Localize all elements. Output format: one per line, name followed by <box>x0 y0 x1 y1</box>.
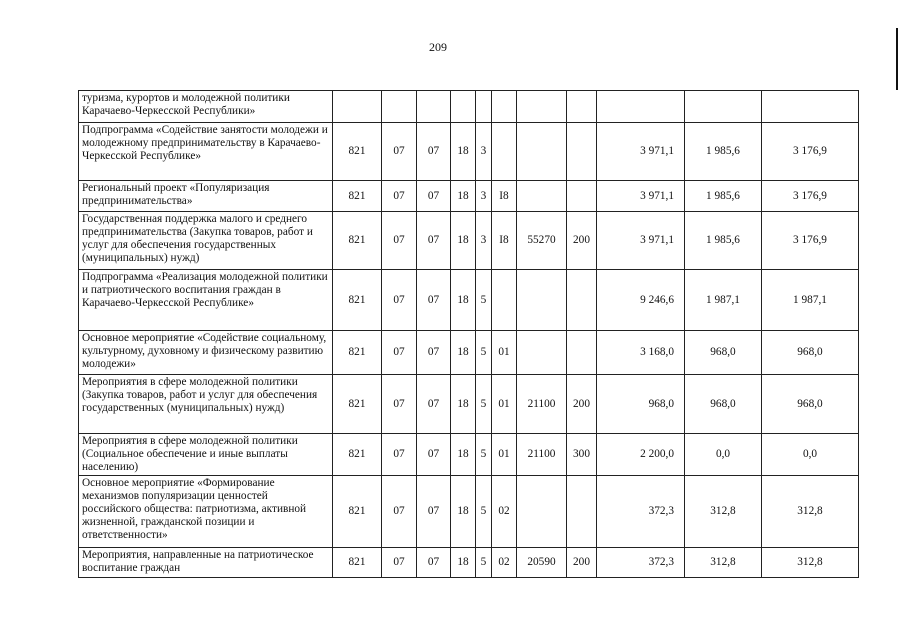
cell-rz: 07 <box>382 123 417 181</box>
cell-vr <box>567 476 597 548</box>
cell-p2 <box>476 91 492 123</box>
cell-p3 <box>492 123 517 181</box>
cell-s3 <box>762 91 859 123</box>
cell-s2: 1 985,6 <box>685 123 762 181</box>
table-row <box>79 375 859 434</box>
cell-name: Подпрограмма «Реализация молодежной политики и патриотического воспитания граждан в Карачаево-Черкесской Республике» <box>79 270 333 331</box>
cell-ved: 821 <box>333 123 382 181</box>
cell-s1: 9 246,6 <box>597 270 685 331</box>
cell-s1: 372,3 <box>597 548 685 578</box>
cell-p3: 02 <box>492 476 517 548</box>
cell-ved: 821 <box>333 270 382 331</box>
cell-pr: 07 <box>417 476 451 548</box>
cell-s1: 3 971,1 <box>597 181 685 212</box>
cell-s2: 968,0 <box>685 375 762 434</box>
cell-p1: 18 <box>451 548 476 578</box>
cell-s2: 1 985,6 <box>685 212 762 270</box>
table-row <box>79 123 859 181</box>
cell-p1: 18 <box>451 375 476 434</box>
cell-p3: 01 <box>492 375 517 434</box>
cell-p2: 5 <box>476 331 492 375</box>
table-row <box>79 476 859 548</box>
cell-s1: 372,3 <box>597 476 685 548</box>
cell-pr <box>417 91 451 123</box>
cell-p1: 18 <box>451 476 476 548</box>
cell-s3: 312,8 <box>762 476 859 548</box>
cell-rz: 07 <box>382 331 417 375</box>
cell-s2: 312,8 <box>685 476 762 548</box>
cell-pr: 07 <box>417 434 451 476</box>
cell-p2: 5 <box>476 548 492 578</box>
cell-s1: 3 168,0 <box>597 331 685 375</box>
table-row <box>79 548 859 578</box>
cell-name: Мероприятия в сфере молодежной политики (Социальное обеспечение и иные выплаты населению) <box>79 434 333 476</box>
cell-p4 <box>517 270 567 331</box>
table-row <box>79 181 859 212</box>
cell-s3: 3 176,9 <box>762 212 859 270</box>
cell-p3: I8 <box>492 212 517 270</box>
cell-p2: 5 <box>476 476 492 548</box>
cell-p4 <box>517 91 567 123</box>
cell-p4: 20590 <box>517 548 567 578</box>
cell-ved: 821 <box>333 331 382 375</box>
cell-p2: 3 <box>476 181 492 212</box>
cell-vr <box>567 331 597 375</box>
cell-p2: 3 <box>476 212 492 270</box>
cell-p4 <box>517 476 567 548</box>
cell-p1: 18 <box>451 270 476 331</box>
cell-rz: 07 <box>382 270 417 331</box>
cell-p2: 3 <box>476 123 492 181</box>
cell-p1: 18 <box>451 434 476 476</box>
cell-name: туризма, курортов и молодежной политики Карачаево-Черкесской Республики» <box>79 91 333 123</box>
cell-s2: 1 985,6 <box>685 181 762 212</box>
cell-s3: 968,0 <box>762 375 859 434</box>
cell-pr: 07 <box>417 123 451 181</box>
cell-p1: 18 <box>451 181 476 212</box>
table-body <box>79 91 859 578</box>
cell-rz <box>382 91 417 123</box>
cell-s1: 3 971,1 <box>597 123 685 181</box>
cell-p1 <box>451 91 476 123</box>
cell-ved: 821 <box>333 181 382 212</box>
cell-ved: 821 <box>333 476 382 548</box>
cell-vr: 200 <box>567 212 597 270</box>
cell-pr: 07 <box>417 331 451 375</box>
cell-ved <box>333 91 382 123</box>
cell-p3: I8 <box>492 181 517 212</box>
cell-p3: 01 <box>492 434 517 476</box>
cell-p2: 5 <box>476 270 492 331</box>
cell-rz: 07 <box>382 476 417 548</box>
cell-p1: 18 <box>451 123 476 181</box>
cell-p3 <box>492 270 517 331</box>
cell-p4 <box>517 331 567 375</box>
budget-table <box>78 90 859 578</box>
table-row <box>79 91 859 123</box>
cell-ved: 821 <box>333 212 382 270</box>
cell-s3: 1 987,1 <box>762 270 859 331</box>
cell-s3: 3 176,9 <box>762 181 859 212</box>
cell-p4: 55270 <box>517 212 567 270</box>
cell-p3 <box>492 91 517 123</box>
cell-s1: 968,0 <box>597 375 685 434</box>
cell-p3: 02 <box>492 548 517 578</box>
cell-rz: 07 <box>382 548 417 578</box>
cell-name: Мероприятия, направленные на патриотическое воспитание граждан <box>79 548 333 578</box>
cell-p4 <box>517 181 567 212</box>
cell-vr <box>567 123 597 181</box>
cell-s1 <box>597 91 685 123</box>
cell-name: Основное мероприятие «Содействие социальному, культурному, духовному и физическому развитию молодежи» <box>79 331 333 375</box>
cell-pr: 07 <box>417 270 451 331</box>
cell-rz: 07 <box>382 375 417 434</box>
cell-pr: 07 <box>417 375 451 434</box>
cell-s3: 312,8 <box>762 548 859 578</box>
cell-ved: 821 <box>333 548 382 578</box>
cell-p4: 21100 <box>517 434 567 476</box>
table-row <box>79 331 859 375</box>
cell-p2: 5 <box>476 434 492 476</box>
cell-name: Подпрограмма «Содействие занятости молодежи и молодежному предпринимательству в Карачаево-Черкесской Республике» <box>79 123 333 181</box>
cell-name: Основное мероприятие «Формирование механизмов популяризации ценностей российского общества: патриотизма, активной жизненной, гражданской позиции и ответственности» <box>79 476 333 548</box>
cell-s2: 1 987,1 <box>685 270 762 331</box>
cell-s1: 3 971,1 <box>597 212 685 270</box>
cell-p1: 18 <box>451 331 476 375</box>
cell-name: Государственная поддержка малого и среднего предпринимательства (Закупка товаров, работ и услуг для обеспечения государственных (муниципальных) нужд) <box>79 212 333 270</box>
table-row <box>79 434 859 476</box>
cell-vr: 200 <box>567 548 597 578</box>
cell-rz: 07 <box>382 181 417 212</box>
cell-vr <box>567 270 597 331</box>
page-number: 209 <box>429 40 447 54</box>
cell-s2 <box>685 91 762 123</box>
cell-s3: 968,0 <box>762 331 859 375</box>
cell-ved: 821 <box>333 434 382 476</box>
cell-name: Региональный проект «Популяризация предпринимательства» <box>79 181 333 212</box>
table-row <box>79 212 859 270</box>
cell-pr: 07 <box>417 181 451 212</box>
cell-pr: 07 <box>417 212 451 270</box>
cell-vr <box>567 91 597 123</box>
cell-vr <box>567 181 597 212</box>
cell-pr: 07 <box>417 548 451 578</box>
cell-p2: 5 <box>476 375 492 434</box>
cell-rz: 07 <box>382 212 417 270</box>
cell-s2: 312,8 <box>685 548 762 578</box>
cell-vr: 200 <box>567 375 597 434</box>
cell-p1: 18 <box>451 212 476 270</box>
cell-s2: 968,0 <box>685 331 762 375</box>
cell-vr: 300 <box>567 434 597 476</box>
cell-s3: 3 176,9 <box>762 123 859 181</box>
table-row <box>79 270 859 331</box>
cell-rz: 07 <box>382 434 417 476</box>
cell-p3: 01 <box>492 331 517 375</box>
cell-s3: 0,0 <box>762 434 859 476</box>
cell-p4: 21100 <box>517 375 567 434</box>
scan-edge-mark <box>896 28 898 90</box>
cell-ved: 821 <box>333 375 382 434</box>
cell-s2: 0,0 <box>685 434 762 476</box>
cell-p4 <box>517 123 567 181</box>
cell-s1: 2 200,0 <box>597 434 685 476</box>
cell-name: Мероприятия в сфере молодежной политики (Закупка товаров, работ и услуг для обеспечения государственных (муниципальных) нужд) <box>79 375 333 434</box>
